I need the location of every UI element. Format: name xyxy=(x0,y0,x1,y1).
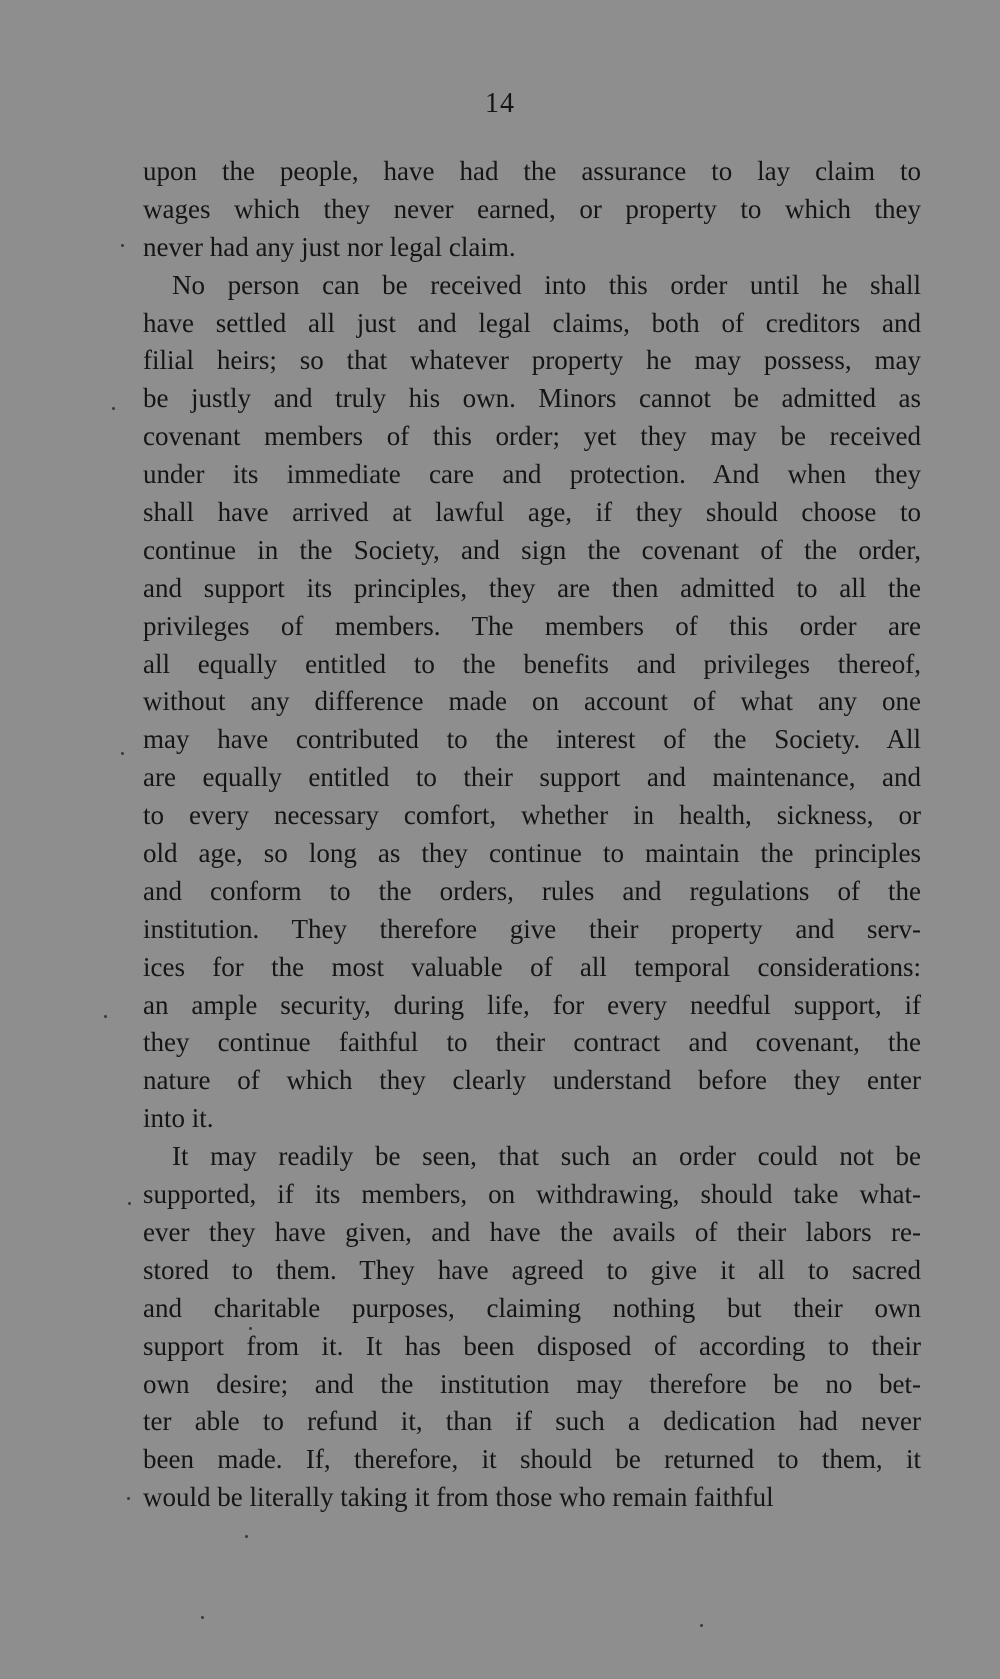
text-line: be justly and truly his own. Minors cannot be admitted as xyxy=(143,383,921,414)
text-line: No person can be received into this order until he shall xyxy=(172,269,921,300)
text-line: and conform to the orders, rules and regulations of the xyxy=(143,875,921,906)
text-line: stored to them. They have agreed to give it all to sacred xyxy=(143,1254,921,1285)
paper-speck xyxy=(201,1616,204,1619)
text-line: upon the people, have had the assurance to lay claim to xyxy=(143,156,921,186)
paper-speck xyxy=(127,1497,130,1500)
text-line: support from it. It has been disposed of according to their xyxy=(143,1330,921,1361)
text-line: under its immediate care and protection. And when they xyxy=(143,459,921,490)
text-line: ter able to refund it, than if such a dedication had never xyxy=(143,1406,921,1437)
paper-speck xyxy=(700,1624,703,1627)
text-line: they continue faithful to their contract and covenant, the xyxy=(143,1027,921,1058)
text-line: to every necessary comfort, whether in health, sickness, or xyxy=(143,800,921,831)
text-line: all equally entitled to the benefits and privileges thereof, xyxy=(143,648,921,679)
text-line: into it. xyxy=(143,1103,214,1134)
paper-speck xyxy=(121,752,124,755)
text-line: privileges of members. The members of this order are xyxy=(143,610,921,641)
text-line: ices for the most valuable of all temporal considerations: xyxy=(143,951,921,982)
text-line: nature of which they clearly understand before they enter xyxy=(143,1065,921,1096)
paper-speck xyxy=(112,407,115,410)
text-line: been made. If, therefore, it should be returned to them, it xyxy=(143,1444,921,1475)
page-number: 14 xyxy=(485,88,515,119)
text-line: continue in the Society, and sign the covenant of the order, xyxy=(143,534,921,565)
paper-speck xyxy=(121,244,124,247)
text-line: are equally entitled to their support and maintenance, and xyxy=(143,762,921,793)
text-line: institution. They therefore give their property and serv- xyxy=(143,913,921,944)
text-line: shall have arrived at lawful age, if they should choose to xyxy=(143,497,921,528)
text-line: own desire; and the institution may therefore be no bet- xyxy=(143,1368,921,1399)
body-text xyxy=(143,153,921,1517)
text-line: It may readily be seen, that such an order could not be xyxy=(172,1141,921,1172)
paper-speck xyxy=(245,1535,248,1538)
text-line: an ample security, during life, for every needful support, if xyxy=(143,989,921,1020)
text-line: and support its principles, they are then admitted to all the xyxy=(143,572,921,603)
paper-speck xyxy=(128,1202,131,1205)
text-line: ever they have given, and have the avails of their labors re- xyxy=(143,1216,921,1247)
text-line: never had any just nor legal claim. xyxy=(143,231,516,262)
text-line: without any difference made on account of what any one xyxy=(143,686,921,717)
text-line: supported, if its members, on withdrawing, should take what- xyxy=(143,1179,921,1210)
text-line: covenant members of this order; yet they may be received xyxy=(143,421,921,452)
text-line: would be literally taking it from those who remain faithful xyxy=(143,1482,774,1513)
text-line: filial heirs; so that whatever property he may possess, may xyxy=(143,345,921,376)
text-line: have settled all just and legal claims, both of creditors and xyxy=(143,307,921,338)
text-line: and charitable purposes, claiming nothing but their own xyxy=(143,1292,921,1323)
paper-speck xyxy=(249,1327,252,1330)
text-line: may have contributed to the interest of the Society. All xyxy=(143,724,921,755)
paper-speck xyxy=(104,1015,107,1018)
text-line: old age, so long as they continue to maintain the principles xyxy=(143,838,921,869)
text-line: wages which they never earned, or property to which they xyxy=(143,193,921,224)
